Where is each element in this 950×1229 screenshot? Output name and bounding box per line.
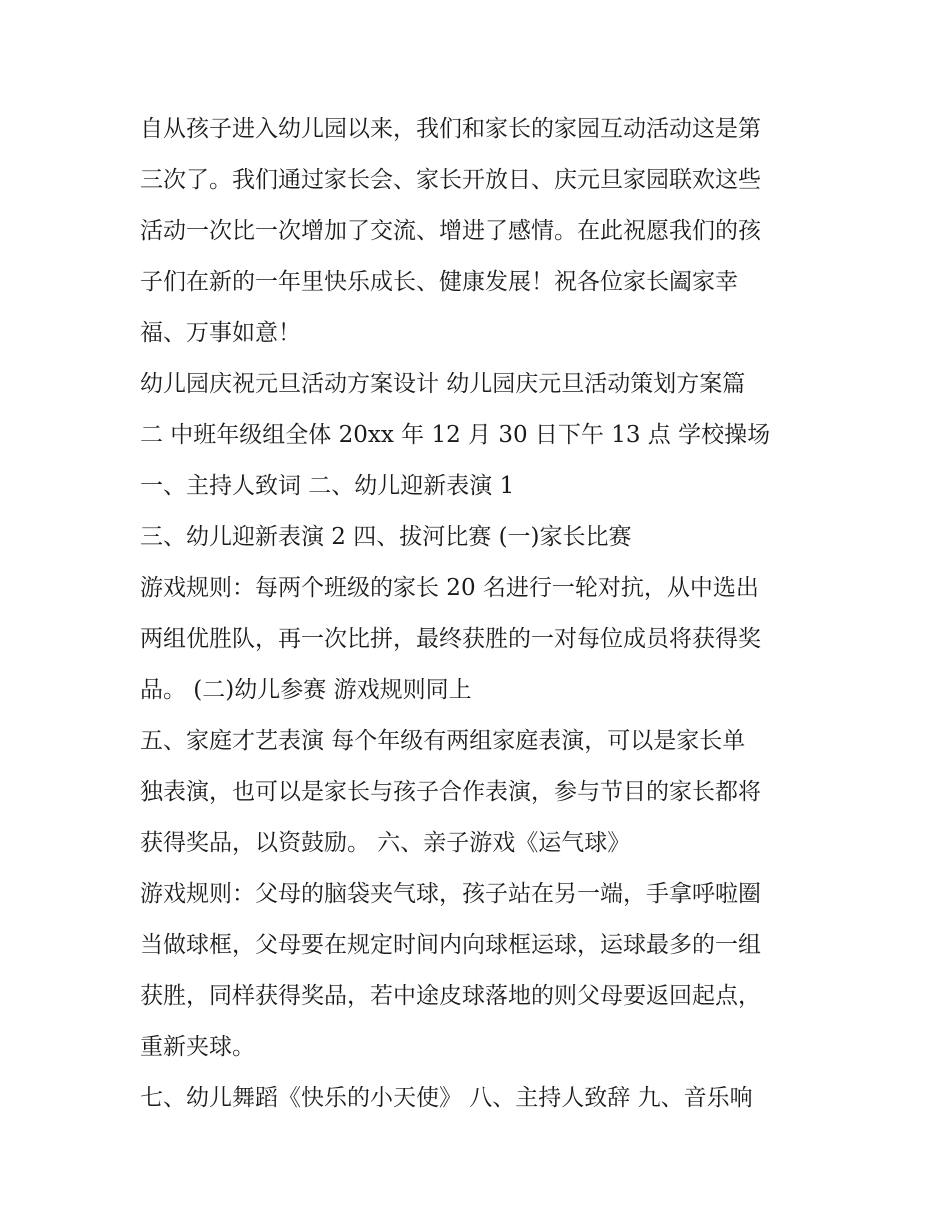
paragraph-line: 活动一次比一次增加了交流、增进了感情。在此祝愿我们的孩: [140, 218, 761, 244]
agenda-line: 独表演，也可以是家长与孩子合作表演，参与节目的家长都将: [140, 779, 761, 805]
paragraph-line: 自从孩子进入幼儿园以来，我们和家长的家园互动活动这是第: [140, 116, 761, 142]
rules-line: 游戏规则：父母的脑袋夹气球，孩子站在另一端，手拿呼啦圈: [140, 881, 761, 907]
rules-line: 当做球框，父母要在规定时间内向球框运球，运球最多的一组: [140, 932, 761, 958]
agenda-line: 一、主持人致词 二、幼儿迎新表演 1: [140, 473, 515, 499]
agenda-line: 三、幼儿迎新表演 2 四、拔河比赛 (一)家长比赛: [140, 524, 632, 550]
rules-line: 两组优胜队，再一次比拼，最终获胜的一对每位成员将获得奖: [140, 626, 761, 652]
paragraph-line: 子们在新的一年里快乐成长、健康发展！祝各位家长阖家幸: [140, 269, 738, 295]
agenda-line: 获得奖品，以资鼓励。 六、亲子游戏《运气球》: [140, 830, 631, 856]
agenda-line: 五、家庭才艺表演 每个年级有两组家庭表演，可以是家长单: [140, 728, 746, 754]
rules-line: 重新夹球。: [140, 1034, 255, 1060]
rules-line: 品。 (二)幼儿参赛 游戏规则同上: [140, 677, 472, 703]
rules-line: 游戏规则：每两个班级的家长 20 名进行一轮对抗，从中选出: [140, 575, 759, 601]
section-heading-line: 幼儿园庆祝元旦活动方案设计 幼儿园庆元旦活动策划方案篇: [140, 371, 746, 397]
paragraph-line: 福、万事如意！: [140, 320, 301, 346]
paragraph-line: 三次了。我们通过家长会、家长开放日、庆元旦家园联欢这些: [140, 167, 761, 193]
section-heading-line: 二 中班年级组全体 20xx 年 12 月 30 日下午 13 点 学校操场: [140, 422, 771, 448]
rules-line: 获胜，同样获得奖品，若中途皮球落地的则父母要返回起点，: [140, 983, 761, 1009]
agenda-line: 七、幼儿舞蹈《快乐的小天使》 八、主持人致辞 九、音乐响: [140, 1085, 753, 1111]
